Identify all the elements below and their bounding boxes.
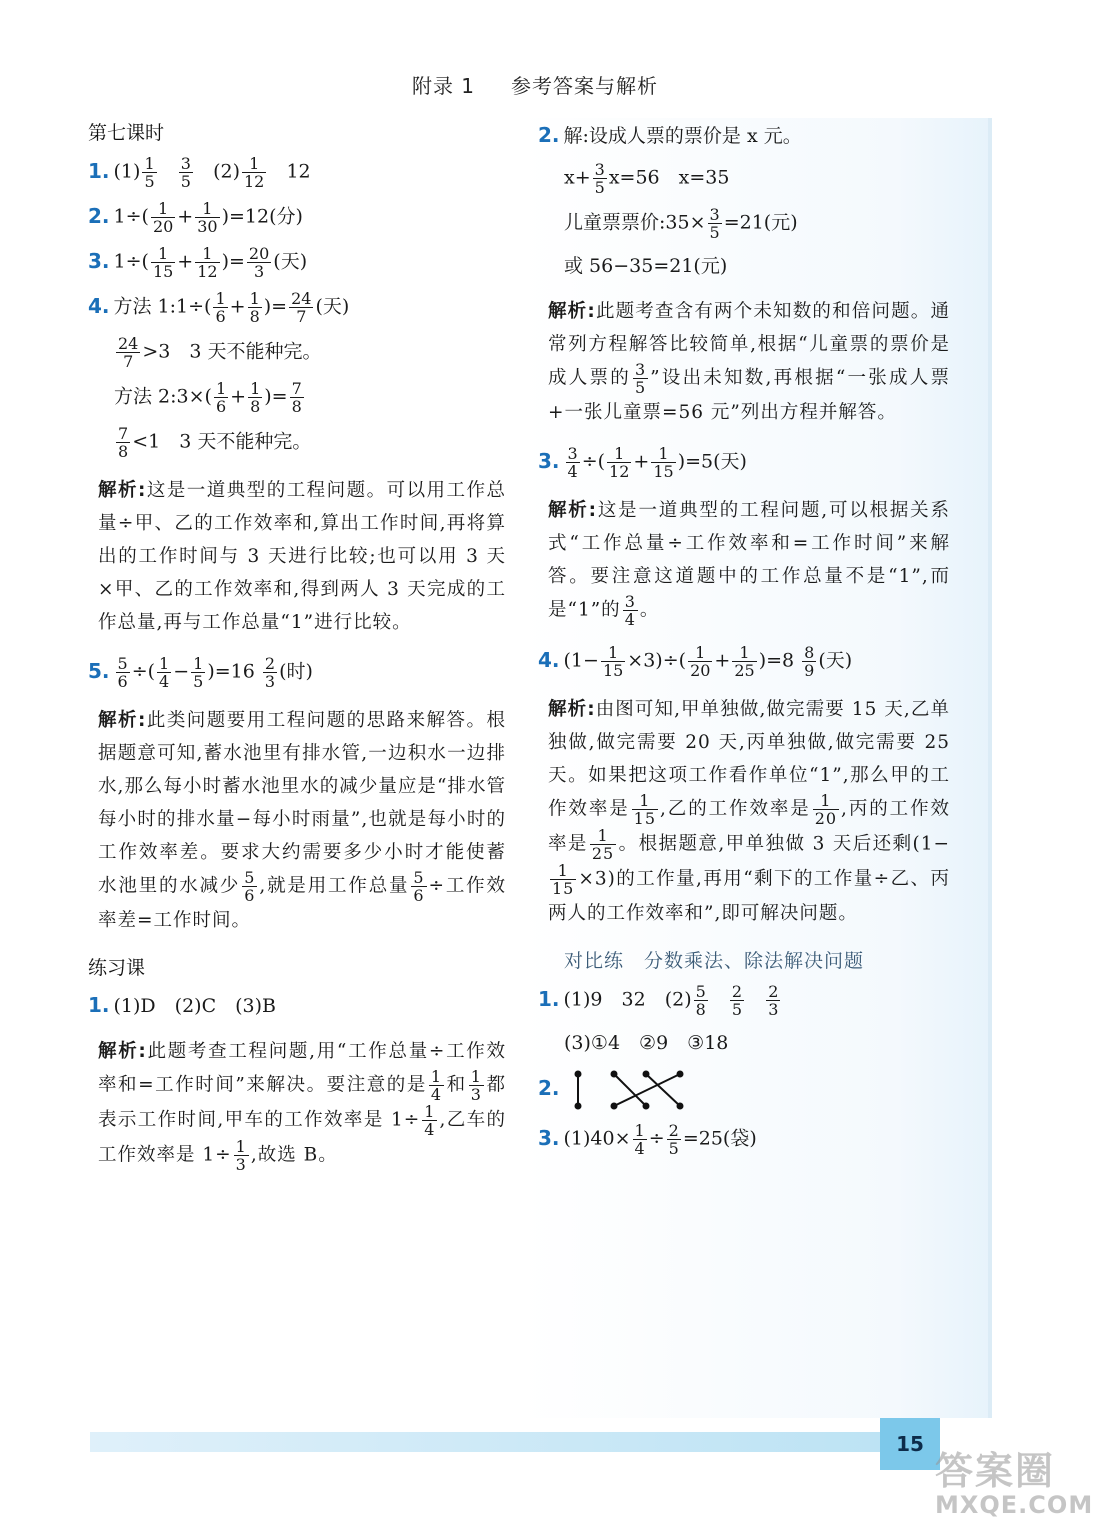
left-column bbox=[88, 118, 506, 1189]
text: 方法 1:1÷( bbox=[113, 295, 212, 318]
answer-3 bbox=[88, 245, 506, 280]
text: (3)①4 ②9 ③18 bbox=[564, 1032, 729, 1054]
contrast-answer-3 bbox=[538, 1122, 950, 1157]
text: ÷( bbox=[581, 450, 606, 473]
explanation-5 bbox=[98, 704, 506, 937]
appendix-label: 附录 1 bbox=[411, 74, 476, 98]
fraction: $\frac{1}{15}$ bbox=[552, 861, 575, 898]
fraction: $\frac{1}{6}$ bbox=[215, 379, 227, 416]
watermark-url: MXQE.COM bbox=[935, 1491, 1093, 1519]
right-answer-2-child-price bbox=[538, 206, 950, 241]
text: =25(袋) bbox=[682, 1127, 757, 1150]
explanation-text: 。 bbox=[639, 599, 660, 621]
answer-2 bbox=[88, 200, 506, 235]
explanation-text: ÷工作效率差=工作时间。 bbox=[98, 875, 506, 931]
practice-explanation-1 bbox=[98, 1035, 506, 1173]
fraction: $\frac{5}{6}$ bbox=[244, 868, 256, 905]
fraction: $\frac{5}{6}$ bbox=[117, 654, 128, 691]
right-explanation-4 bbox=[548, 693, 950, 930]
fraction: $\frac{1}{6}$ bbox=[215, 289, 226, 326]
text: (天) bbox=[818, 649, 853, 672]
section-title-practice: 练习课 bbox=[88, 957, 146, 979]
watermark-logo-text: 答案圈 bbox=[935, 1449, 1056, 1493]
item-number: 1. bbox=[88, 993, 110, 1017]
fraction: $\frac{1}{12}$ bbox=[243, 154, 265, 191]
right-answer-2-alt bbox=[538, 251, 950, 281]
answer-1 bbox=[88, 155, 506, 190]
explanation-text: ,故选 B。 bbox=[250, 1144, 338, 1166]
explanation-text: ,乙的工作效率是 bbox=[660, 798, 811, 820]
answer-4-conclusion-2 bbox=[88, 425, 506, 460]
explanation-text: ,丙的工作效率是 bbox=[548, 798, 950, 855]
text: )=12(分) bbox=[221, 205, 303, 228]
text: (时) bbox=[279, 660, 313, 683]
text: (天) bbox=[315, 295, 350, 318]
item-number: 4. bbox=[538, 647, 560, 672]
explanation-text: 此题考查工程问题,用“工作总量÷工作效率和=工作时间”来解决。要注意的是 bbox=[98, 1041, 506, 1096]
item-number: 3. bbox=[538, 1125, 560, 1150]
fraction: $\frac{1}{25}$ bbox=[591, 826, 615, 863]
item-number: 1. bbox=[538, 986, 560, 1011]
text: 1÷( bbox=[113, 250, 149, 273]
text: x+ bbox=[564, 166, 591, 189]
explanation-text: ,就是用工作总量 bbox=[259, 875, 410, 897]
text: )= bbox=[264, 385, 288, 408]
contrast-answer-1 bbox=[538, 983, 950, 1018]
explanation-text: ×3)的工作量,再用“剩下的工作量÷乙、丙两人的工作效率和”,即可解决问题。 bbox=[548, 868, 950, 924]
fraction: $\frac{1}{30}$ bbox=[197, 199, 218, 236]
answer-4-conclusion-1 bbox=[88, 335, 506, 370]
text: 方法 2:3×( bbox=[114, 385, 212, 408]
section-title-lesson7: 第七课时 bbox=[88, 122, 165, 144]
item-number: 2. bbox=[538, 123, 560, 147]
explanation-text: 这是一道典型的工程问题。可以用工作总量÷甲、乙的工作效率和,算出工作时间,再将算出的工作时间与 3 天进行比较;也可以用 3 天×甲、乙的工作效率和,得到两人 3 天完成的工作总量,再与工作总量“1”进行比较。 bbox=[98, 480, 506, 633]
explanation-4 bbox=[98, 474, 506, 639]
text: =21(元) bbox=[723, 211, 798, 234]
explanation-text: ”设出未知数,再根据“一张成人票+一张儿童票=56 元”列出方程并解答。 bbox=[548, 367, 950, 423]
page-header bbox=[0, 70, 1070, 99]
fraction: $\frac{1}{4}$ bbox=[159, 654, 170, 691]
item-number: 2. bbox=[88, 203, 110, 228]
explanation-text: 由图可知,甲单独做,做完需要 15 天,乙单独做,做完需要 20 天,丙单独做,做完需要 25 天。如果把这项工作看作单位“1”,那么甲的工作效率是 bbox=[548, 699, 950, 820]
fraction: $\frac{1}{4}$ bbox=[634, 1121, 645, 1158]
text: + bbox=[714, 649, 731, 672]
text: )=8 bbox=[758, 649, 801, 672]
text: (1)9 32 (2) bbox=[563, 988, 692, 1011]
fraction: $\frac{7}{8}$ bbox=[291, 379, 302, 416]
fraction: $\frac{2}{5}$ bbox=[731, 982, 743, 1019]
right-answer-2 bbox=[538, 120, 950, 151]
explanation-text: 和 bbox=[446, 1074, 467, 1096]
fraction: $\frac{5}{6}$ bbox=[413, 868, 425, 905]
right-column bbox=[538, 118, 950, 1167]
fraction: $\frac{1}{3}$ bbox=[470, 1067, 482, 1104]
fraction: $\frac{1}{8}$ bbox=[250, 379, 261, 416]
explanation-label: 解析: bbox=[548, 699, 596, 720]
fraction: $\frac{1}{20}$ bbox=[152, 199, 174, 236]
fraction: $\frac{2}{3}$ bbox=[768, 982, 779, 1019]
text: (1)D (2)C (3)B bbox=[113, 995, 276, 1017]
explanation-text: 此类问题要用工程问题的思路来解答。根据题意可知,蓄水池里有排水管,一边积水一边排水,那么每小时蓄水池里水的减少量应是“排水管每小时的排水量−每小时雨量”,也就是每小时的工作效率差。要求大约需要多少小时才能使蓄水池里的水减少 bbox=[98, 710, 506, 897]
text: ÷( bbox=[131, 660, 156, 683]
fraction: $\frac{1}{15}$ bbox=[602, 643, 624, 680]
fraction: $\frac{2}{3}$ bbox=[264, 654, 276, 691]
fraction: $\frac{3}{5}$ bbox=[180, 154, 191, 191]
fraction: $\frac{1}{20}$ bbox=[814, 791, 838, 828]
explanation-label: 解析: bbox=[548, 500, 598, 521]
right-column-edge bbox=[988, 118, 992, 1418]
item-number: 2. bbox=[538, 1076, 560, 1100]
contrast-answer-2 bbox=[538, 1068, 950, 1112]
fraction: $\frac{1}{12}$ bbox=[609, 444, 630, 481]
fraction: $\frac{1}{15}$ bbox=[653, 444, 674, 481]
item-number: 1. bbox=[88, 158, 110, 183]
fraction: $\frac{1}{15}$ bbox=[152, 244, 174, 281]
right-explanation-3 bbox=[548, 494, 950, 628]
text: (2) bbox=[213, 160, 240, 183]
text: 或 56−35=21(元) bbox=[564, 255, 728, 277]
fraction: $\frac{8}{9}$ bbox=[804, 643, 815, 680]
right-explanation-2 bbox=[548, 295, 950, 429]
text: ×3)÷( bbox=[627, 649, 687, 672]
text: >3 3 天不能种完。 bbox=[142, 340, 322, 363]
fraction: $\frac{20}{3}$ bbox=[248, 244, 270, 281]
matching-diagram bbox=[570, 1068, 690, 1112]
text: 儿童票票价:35× bbox=[564, 211, 706, 234]
text: + bbox=[177, 205, 194, 228]
fraction: $\frac{2}{5}$ bbox=[668, 1121, 679, 1158]
text: <1 3 天不能种完。 bbox=[132, 430, 312, 453]
text: )=5(天) bbox=[677, 450, 747, 473]
text: + bbox=[633, 450, 650, 473]
fraction: $\frac{24}{7}$ bbox=[118, 334, 139, 371]
text: + bbox=[229, 295, 246, 318]
fraction: $\frac{1}{5}$ bbox=[144, 154, 155, 191]
item-number: 3. bbox=[538, 448, 560, 473]
fraction: $\frac{3}{5}$ bbox=[634, 360, 647, 397]
fraction: $\frac{3}{4}$ bbox=[567, 444, 578, 481]
explanation-label: 解析: bbox=[98, 480, 147, 501]
fraction: $\frac{3}{4}$ bbox=[624, 592, 636, 629]
text: (1)40× bbox=[563, 1127, 631, 1150]
text: 1÷( bbox=[113, 205, 149, 228]
right-answer-3 bbox=[538, 445, 950, 480]
fraction: $\frac{3}{5}$ bbox=[709, 205, 720, 242]
contrast-section-title: 对比练 分数乘法、除法解决问题 bbox=[564, 950, 865, 972]
right-answer-2-equation bbox=[538, 161, 950, 196]
explanation-text: 。根据题意,甲单独做 3 天后还剩(1− bbox=[618, 833, 950, 855]
text: 解:设成人票的票价是 x 元。 bbox=[563, 125, 802, 147]
explanation-text: 此题考查含有两个未知数的和倍问题。通常列方程解答比较简单,根据“儿童票的票价是成人票的 bbox=[548, 301, 950, 389]
contrast-answer-1-part3 bbox=[538, 1028, 950, 1058]
text: )= bbox=[263, 295, 288, 318]
practice-answer-1 bbox=[88, 990, 506, 1021]
item-number: 4. bbox=[88, 293, 110, 318]
item-number: 3. bbox=[88, 248, 110, 273]
text: 12 bbox=[286, 160, 311, 183]
answer-5 bbox=[88, 655, 506, 690]
fraction: $\frac{3}{5}$ bbox=[594, 160, 605, 197]
fraction: $\frac{1}{12}$ bbox=[197, 244, 218, 281]
text: (1− bbox=[563, 649, 599, 672]
text: x=56 x=35 bbox=[608, 166, 730, 189]
text: )= bbox=[221, 250, 245, 273]
text: (天) bbox=[273, 250, 308, 273]
explanation-label: 解析: bbox=[548, 301, 596, 322]
text: + bbox=[230, 385, 247, 408]
explanation-label: 解析: bbox=[98, 710, 147, 731]
fraction: $\frac{24}{7}$ bbox=[291, 289, 312, 326]
watermark bbox=[935, 1440, 1093, 1530]
page-number: 15 bbox=[880, 1418, 940, 1470]
text: )=16 bbox=[207, 660, 261, 683]
answer-4 bbox=[88, 290, 506, 325]
explanation-text: ,乙车的工作效率是 1÷ bbox=[98, 1109, 506, 1166]
fraction: $\frac{1}{25}$ bbox=[734, 643, 755, 680]
item-number: 5. bbox=[88, 658, 110, 683]
fraction: $\frac{1}{8}$ bbox=[249, 289, 260, 326]
text: + bbox=[177, 250, 194, 273]
text: (1) bbox=[113, 160, 141, 183]
fraction: $\frac{1}{15}$ bbox=[633, 791, 657, 828]
text: − bbox=[173, 660, 190, 683]
text: ÷ bbox=[648, 1127, 665, 1150]
right-answer-4 bbox=[538, 644, 950, 679]
answer-4-method-2 bbox=[88, 380, 506, 415]
fraction: $\frac{7}{8}$ bbox=[118, 424, 129, 461]
fraction: $\frac{1}{3}$ bbox=[235, 1137, 247, 1174]
fraction: $\frac{1}{5}$ bbox=[193, 654, 204, 691]
footer-bar bbox=[90, 1432, 880, 1452]
explanation-text: 这是一道典型的工程问题,可以根据关系式“工作总量÷工作效率和=工作时间”来解答。要注意这道题中的工作总量不是“1”,而是“1”的 bbox=[548, 500, 950, 621]
fraction: $\frac{1}{20}$ bbox=[690, 643, 711, 680]
explanation-label: 解析: bbox=[98, 1041, 147, 1062]
fraction: $\frac{5}{8}$ bbox=[695, 982, 706, 1019]
header-title: 参考答案与解析 bbox=[511, 74, 659, 98]
fraction: $\frac{1}{4}$ bbox=[424, 1102, 436, 1139]
explanation-text: 都表示工作时间,甲车的工作效率是 1÷ bbox=[98, 1074, 506, 1131]
fraction: $\frac{1}{4}$ bbox=[430, 1067, 443, 1104]
